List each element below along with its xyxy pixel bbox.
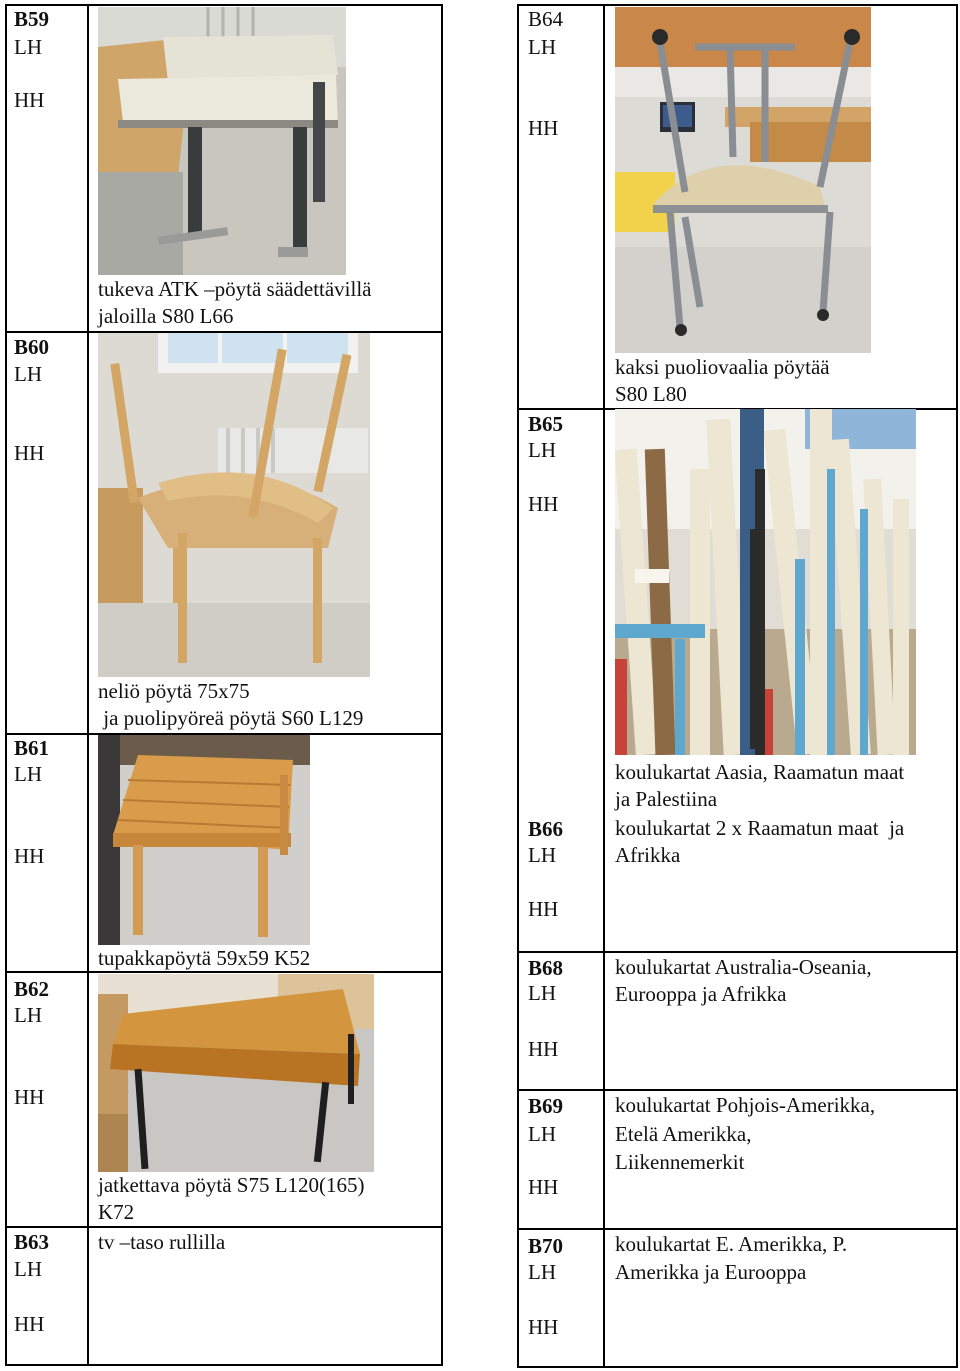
right-table-border-bottom xyxy=(517,1366,958,1368)
lh-label: LH xyxy=(528,843,556,867)
item-description-B66: Afrikka xyxy=(615,843,681,867)
item-code-B65: B65 xyxy=(528,412,564,436)
item-code-B70: B70 xyxy=(528,1234,564,1258)
item-description-B62: jatkettava pöytä S75 L120(165) xyxy=(98,1173,365,1197)
item-description-B61: tupakkapöytä 59x59 K52 xyxy=(98,946,311,970)
left-table-border-top xyxy=(5,4,443,6)
item-description-B68: koulukartat Australia-Oseania, xyxy=(615,955,872,979)
left-table-divider xyxy=(87,4,89,1366)
lh-label: LH xyxy=(14,1257,42,1281)
lh-label: LH xyxy=(528,438,556,462)
item-description-B70: koulukartat E. Amerikka, P. xyxy=(615,1232,848,1256)
right-row-separator xyxy=(517,951,958,953)
lh-label: LH xyxy=(14,1003,42,1027)
left-row-separator xyxy=(5,1226,443,1228)
small-pine-table-photo xyxy=(98,735,310,945)
item-description-B59: tukeva ATK –pöytä säädettävillä xyxy=(98,277,372,301)
hh-label: HH xyxy=(528,1037,559,1061)
lh-label: LH xyxy=(14,35,42,59)
item-description-B69: Etelä Amerikka, xyxy=(615,1122,752,1146)
item-description-B70: Amerikka ja Eurooppa xyxy=(615,1260,807,1284)
item-code-B60: B60 xyxy=(14,335,50,359)
right-row-separator xyxy=(517,1089,958,1091)
item-description-B68: Eurooppa ja Afrikka xyxy=(615,982,787,1006)
left-table-border-right xyxy=(441,4,443,1366)
lh-label: LH xyxy=(14,362,42,386)
rolled-school-maps-photo xyxy=(615,409,916,755)
item-description-B65: koulukartat Aasia, Raamatun maat xyxy=(615,760,905,784)
right-table-divider xyxy=(603,4,605,1368)
item-description-B65: ja Palestiina xyxy=(615,787,718,811)
hh-label: HH xyxy=(14,1085,45,1109)
item-description-B69: Liikennemerkit xyxy=(615,1150,745,1174)
lh-label: LH xyxy=(528,1260,556,1284)
item-code-B59: B59 xyxy=(14,7,50,31)
hh-label: HH xyxy=(528,1315,559,1339)
item-description-B69: koulukartat Pohjois-Amerikka, xyxy=(615,1093,876,1117)
hh-label: HH xyxy=(14,844,45,868)
left-table-border-left xyxy=(5,4,7,1366)
lh-label: LH xyxy=(528,35,556,59)
item-code-B66: B66 xyxy=(528,817,564,841)
item-code-B63: B63 xyxy=(14,1230,50,1254)
item-code-B61: B61 xyxy=(14,736,50,760)
item-code-B64: B64 xyxy=(528,7,564,31)
square-and-half-round-table-photo xyxy=(98,333,370,677)
right-table-border-right xyxy=(956,4,958,1368)
item-description-B62: K72 xyxy=(98,1200,135,1224)
left-table-border-bottom xyxy=(5,1364,443,1366)
right-row-separator xyxy=(517,1228,958,1230)
item-description-B66: koulukartat 2 x Raamatun maat ja xyxy=(615,816,905,840)
hh-label: HH xyxy=(14,441,45,465)
hh-label: HH xyxy=(14,1312,45,1336)
adjustable-computer-desk-photo xyxy=(98,7,346,275)
lh-label: LH xyxy=(14,762,42,786)
hh-label: HH xyxy=(528,492,559,516)
item-code-B68: B68 xyxy=(528,956,564,980)
item-description-B63: tv –taso rullilla xyxy=(98,1230,226,1254)
right-table-border-top xyxy=(517,4,958,6)
right-table-border-left xyxy=(517,4,519,1368)
item-description-B64: S80 L80 xyxy=(615,382,687,406)
hh-label: HH xyxy=(528,116,559,140)
item-description-B60: neliö pöytä 75x75 xyxy=(98,679,250,703)
extendable-table-photo xyxy=(98,974,374,1172)
half-oval-tables-photo xyxy=(615,7,871,353)
item-description-B64: kaksi puoliovaalia pöytää xyxy=(615,355,830,379)
hh-label: HH xyxy=(14,88,45,112)
hh-label: HH xyxy=(528,897,559,921)
lh-label: LH xyxy=(528,981,556,1005)
lh-label: LH xyxy=(528,1122,556,1146)
item-description-B60: ja puolipyöreä pöytä S60 L129 xyxy=(98,706,364,730)
item-code-B62: B62 xyxy=(14,977,50,1001)
item-description-B59: jaloilla S80 L66 xyxy=(98,304,234,328)
item-code-B69: B69 xyxy=(528,1094,564,1118)
hh-label: HH xyxy=(528,1175,559,1199)
